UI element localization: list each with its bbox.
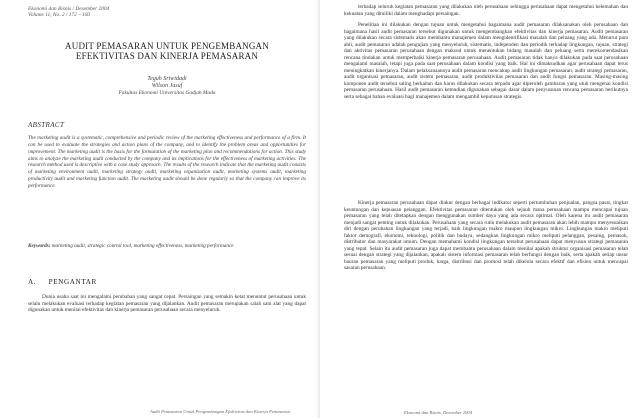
section-title: PENGANTAR	[48, 277, 97, 286]
abstract-text: The marketing audit is a systematic, comprehensive and periodic review of the marketing effectiveness and performance of a firm. It can be used to evaluate the strategies and action plans of the company, and to identify the problem areas and opportunities for improvement. The marketing audit is the basis for the formulation of the marketing plan and recommendations for action. This study aims to analyze the marketing audit conducted by the company and its implications for the effectiveness of marketing activities. The research method used is descriptive with a case study approach. The results of the research indicate that the marketing audit consists of marketing environment audit, marketing strategy audit, marketing organization audit, marketing systems audit, marketing productivity audit and marketing function audit. The marketing audit should be done regularly so that the company can improve its performance.	[28, 134, 306, 190]
author-affiliation: Fakultas Ekonomi Universitas Gadjah Mada	[118, 89, 216, 96]
right-page	[320, 0, 640, 418]
body-paragraph: Kinerja pemasaran perusahaan dapat diukur dengan berbagai indikator seperti pertumbuhan penjualan, pangsa pasar, tingkat keuntungan dan kepuasan pelanggan. Efektivitas pemasaran ditentukan oleh sejauh mana perusahaan mampu mencapai tujuan pemasaran yang telah ditetapkan dengan menggunakan sumber daya yang ada secara optimal. Oleh karena itu audit pemasaran menjadi sangat penting untuk dilakukan. Perusahaan yang secara rutin melakukan audit pemasaran akan lebih mampu menyesuaikan diri dengan perubahan lingkungan yang terjadi, baik lingkungan makro maupun lingkungan mikro. Lingkungan makro meliputi faktor demografi, ekonomi, teknologi, politik dan budaya, sedangkan lingkungan mikro meliputi pelanggan, pesaing, pemasok, distributor dan masyarakat umum. Dengan memahami kondisi lingkungan tersebut perusahaan dapat menyusun strategi pemasaran yang tepat. Selain itu audit pemasaran juga dapat membantu perusahaan dalam menilai apakah struktur organisasi pemasaran telah sesuai dengan strategi yang dijalankan, apakah sistem informasi pemasaran telah berfungsi dengan baik, serta apakah setiap unsur bauran pemasaran yang meliputi produk, harga, distribusi dan promosi telah dikelola secara efektif dan efisien untuk mencapai sasaran perusahaan.	[344, 200, 628, 272]
author-name: Teguh Sriwidadi	[147, 75, 187, 82]
page-footer: Ekonomi dan Bisnis, Desember 2004	[404, 410, 473, 415]
journal-reference	[28, 6, 306, 19]
body-paragraph: Penelitian ini dilakukan dengan tujuan untuk mengetahui bagaimana audit pemasaran dilaksanakan oleh perusahaan dan bagaimana hasil audit pemasaran tersebut digunakan untuk mengembangkan efektivitas dan kinerja pemasaran. Audit pemasaran yang dilakukan secara sistematis akan membantu manajemen dalam mengidentifikasi masalah dan peluang yang ada. Menurut para ahli, audit pemasaran adalah pengujian yang menyeluruh, sistematis, independen dan periodik terhadap lingkungan, tujuan, strategi dan aktivitas pemasaran perusahaan dengan maksud untuk menentukan bidang masalah dan peluang serta merekomendasikan rencana tindakan untuk memperbaiki kinerja pemasaran perusahaan. Audit pemasaran tidak hanya dilakukan pada saat perusahaan mengalami masalah, tetapi juga pada saat perusahaan dalam kondisi yang baik. Hal ini dimaksudkan agar perusahaan dapat terus meningkatkan kinerjanya. Dalam pelaksanaannya audit pemasaran mencakup audit lingkungan pemasaran, audit strategi pemasaran, audit organisasi pemasaran, audit sistem pemasaran, audit produktivitas pemasaran dan audit fungsi pemasaran. Masing-masing komponen audit tersebut saling berkaitan dan harus dilakukan secara terpadu agar diperoleh gambaran yang utuh mengenai kondisi pemasaran perusahaan. Hasil audit pemasaran kemudian digunakan sebagai dasar dalam penyusunan rencana pemasaran berikutnya serta sebagai bahan evaluasi bagi manajemen dalam mengambil keputusan strategis.	[344, 22, 628, 101]
journal-ref-line: Volume 11, No. 2 / 172 – 183	[28, 12, 91, 19]
journal-ref-line: Ekonomi dan Bisnis / Desember 2004	[28, 6, 110, 12]
article-title: AUDIT PEMASARAN UNTUK PENGEMBANGAN EFEKTIVITAS DAN KINERJA PEMASARAN	[65, 40, 269, 62]
body-column	[344, 4, 628, 402]
keywords-label: Keywords:	[28, 242, 51, 249]
section-number: A.	[28, 277, 37, 286]
intro-paragraph: Dunia usaha saat ini mengalami perubahan yang sangat cepat. Persaingan yang semakin ketat menuntut perusahaan untuk selalu melakukan evaluasi terhadap kegiatan pemasaran yang dijalankan. Audit pemasaran merupakan salah satu alat yang dapat digunakan untuk menilai efektivitas dan kinerja pemasaran perusahaan secara menyeluruh.	[28, 293, 306, 314]
keywords-text: marketing audit, strategic control tool, marketing effectiveness, marketing performance	[51, 242, 234, 249]
abstract-heading: ABSTRACT	[28, 120, 65, 129]
body-paragraph: terhadap seluruh kegiatan pemasaran yang dilakukan oleh perusahaan sehingga perusahaan dapat mengetahui kelemahan dan kekuatan yang dimiliki dalam menghadapi persaingan.	[344, 4, 628, 17]
keywords	[28, 243, 306, 250]
author-name: Wilson Jusuf	[151, 82, 183, 89]
section-heading	[28, 278, 306, 286]
author-block	[28, 76, 306, 97]
page-footer: Audit Pemasaran Untuk Pengembangan Efektivitas dan Kinerja Pemasaran	[150, 409, 290, 414]
